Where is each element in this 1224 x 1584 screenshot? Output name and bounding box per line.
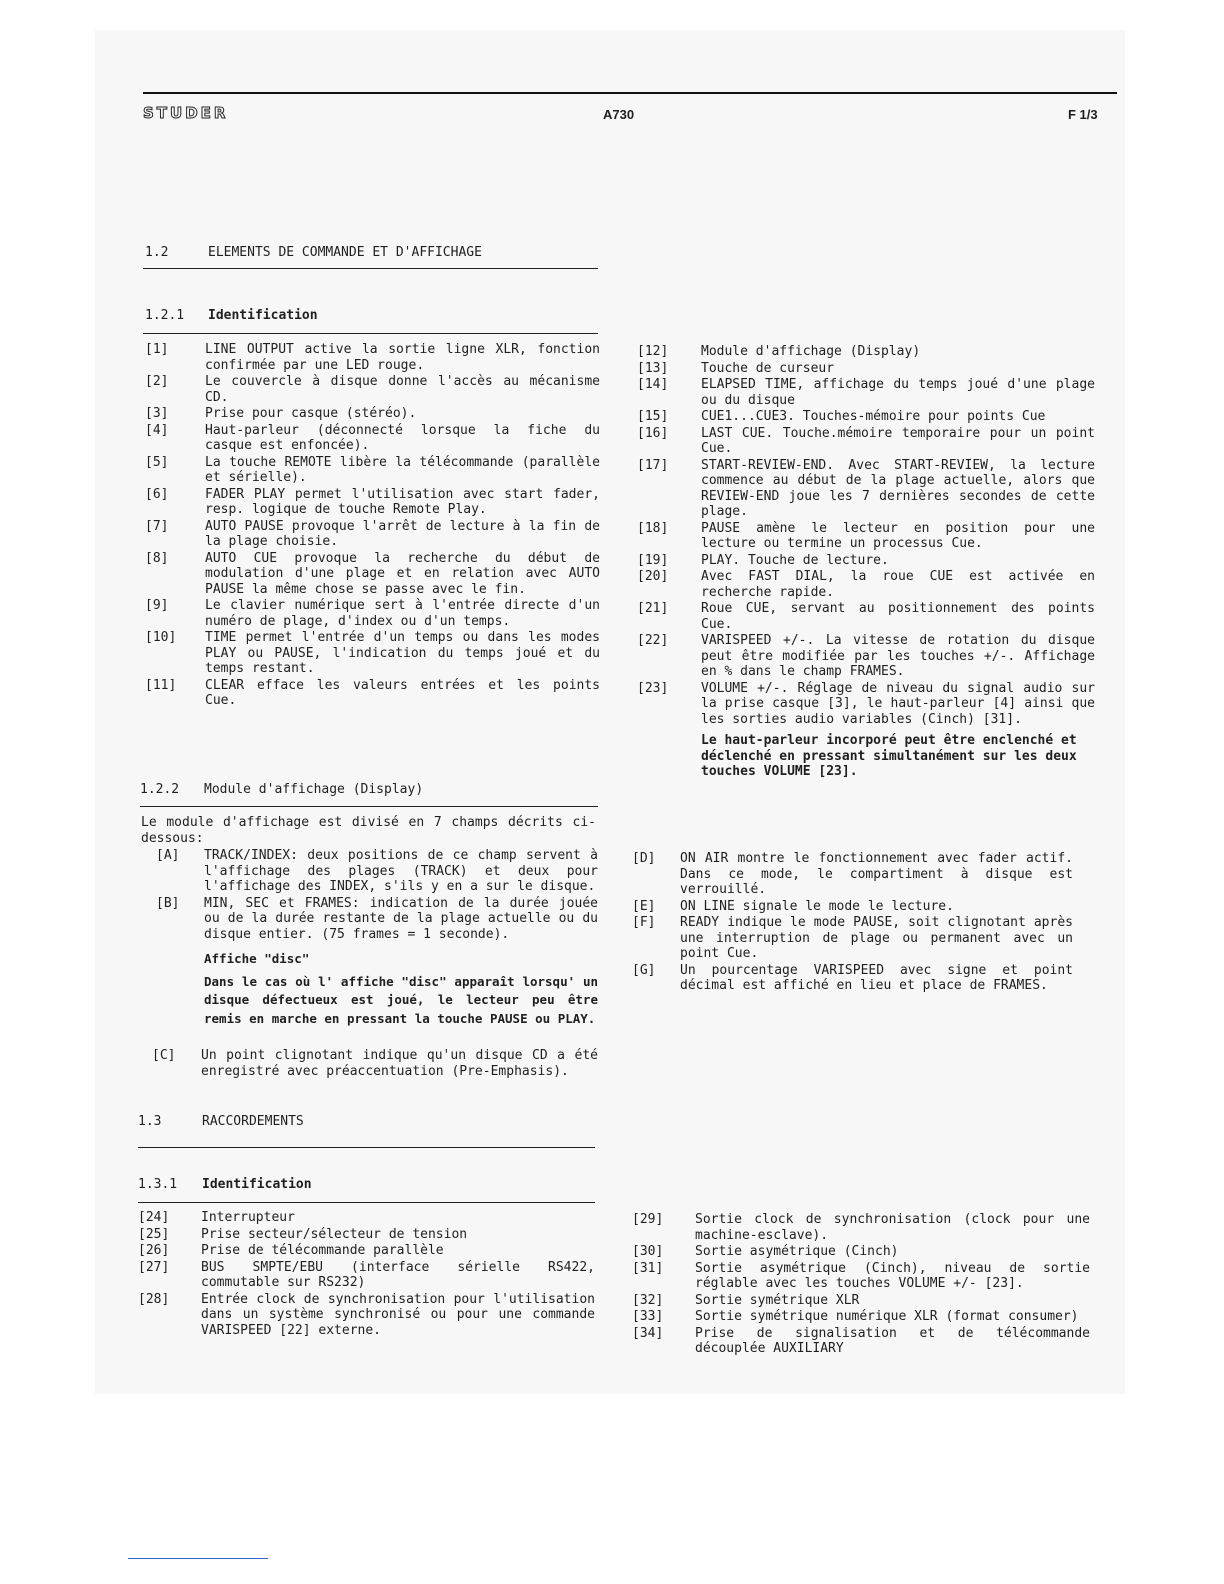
item-tag: [A]	[156, 848, 180, 863]
item-tag: [31]	[632, 1260, 664, 1276]
section-number: 1.3	[138, 1114, 162, 1129]
item-tag: [11]	[145, 677, 177, 693]
item-text: VOLUME +/-. Réglage de niveau du signal audio sur la prise casque [3], le haut-parleur [4] ainsi que les sorties audio variables (Cinch) [31].	[701, 680, 1095, 727]
item-tag: [2]	[145, 374, 169, 389]
header-rule	[143, 92, 1117, 94]
item-text: AUTO PAUSE provoque l'arrêt de lecture à la fin de la plage choisie.	[205, 518, 600, 549]
list-item	[145, 487, 600, 518]
item-text: Le couvercle à disque donne l'accès au mécanisme CD.	[205, 374, 600, 405]
item-tag: [C]	[152, 1048, 176, 1063]
item-text: TRACK/INDEX: deux positions de ce champ servent à l'affichage des plages (TRACK) et deux pour l'affichage des INDEX, s'ils y en a sur le disque.	[204, 848, 598, 894]
connector-list-left	[138, 1210, 595, 1339]
list-item	[145, 551, 600, 598]
item-text: Un point clignotant indique qu'un disque CD a été enregistré avec préaccentuation (Pre-Emphasis).	[201, 1048, 598, 1079]
section-title: RACCORDEMENTS	[202, 1114, 304, 1129]
list-item	[145, 519, 600, 550]
item-text: PLAY. Touche de lecture.	[701, 552, 889, 568]
item-text: Sortie asymétrique (Cinch), niveau de sortie réglable avec les touches VOLUME +/- [23].	[695, 1260, 1090, 1291]
item-tag: [20]	[637, 569, 669, 584]
list-item	[632, 899, 1073, 915]
list-item	[145, 406, 600, 422]
item-text: VARISPEED +/-. La vitesse de rotation du disque peut être modifiée par les touches +/-. Affichage en % dans le champ FRAMES.	[701, 633, 1095, 679]
display-field-list-right	[632, 851, 1073, 995]
list-item	[632, 1261, 1090, 1292]
item-text: Touche de curseur	[701, 360, 835, 376]
brand-logo: STUDER	[143, 104, 229, 122]
list-item	[637, 681, 1095, 728]
subsection-title: Identification	[208, 308, 318, 323]
item-tag: [9]	[145, 598, 169, 613]
item-tag: [23]	[637, 680, 669, 696]
item-tag: [7]	[145, 518, 169, 534]
right-item-list	[637, 344, 1095, 780]
item-text: READY indique le mode PAUSE, soit clignotant après une interruption de plage ou permanent avec un point Cue.	[680, 915, 1073, 961]
item-tag: [3]	[145, 406, 169, 421]
subsection-title: Module d'affichage (Display)	[204, 782, 424, 797]
list-item	[138, 1227, 595, 1243]
list-item	[145, 374, 600, 405]
footer-link-line	[128, 1558, 268, 1559]
item-tag: [24]	[138, 1210, 170, 1225]
list-item	[637, 633, 1095, 680]
item-text: Le clavier numérique sert à l'entrée directe d'un numéro de plage, d'index ou d'un temps.	[205, 598, 600, 629]
item-tag: [18]	[637, 520, 669, 536]
item-text: LINE OUTPUT active la sortie ligne XLR, fonction confirmée par une LED rouge.	[205, 342, 600, 373]
item-tag: [30]	[632, 1244, 664, 1259]
item-tag: [B]	[156, 895, 180, 911]
list-item	[637, 361, 1095, 377]
section-number: 1.2	[145, 245, 169, 260]
subsection-title: Identification	[202, 1177, 312, 1192]
display-intro: Le module d'affichage est divisé en 7 champs décrits ci-dessous:	[141, 815, 596, 846]
item-text: LAST CUE. Touche.mémoire temporaire pour un point Cue.	[701, 425, 1095, 456]
speaker-note: Le haut-parleur incorporé peut être enclenché et déclenché en pressant simultanément sur les deux touches VOLUME [23].	[701, 733, 1077, 779]
list-item	[145, 455, 600, 486]
item-tag: [6]	[145, 486, 169, 502]
item-tag: [8]	[145, 550, 169, 566]
subsection-number: 1.3.1	[138, 1177, 178, 1192]
item-text: ELAPSED TIME, affichage du temps joué d'une plage ou du disque	[701, 377, 1095, 408]
list-item	[156, 896, 598, 943]
display-field-list	[156, 848, 598, 1028]
item-tag: [29]	[632, 1212, 664, 1227]
list-item	[632, 1244, 1090, 1260]
item-tag: [34]	[632, 1325, 664, 1341]
item-text: Sortie clock de synchronisation (clock pour une machine-esclave).	[695, 1212, 1090, 1243]
item-tag: [15]	[637, 409, 669, 424]
item-text: Prise de télécommande parallèle	[201, 1243, 444, 1258]
list-item	[637, 553, 1095, 569]
item-text: Sortie symétrique numérique XLR (format consumer)	[695, 1309, 1079, 1324]
section-rule	[138, 1147, 595, 1148]
item-text: Prise pour casque (stéréo).	[205, 406, 417, 421]
item-tag: [17]	[637, 457, 669, 473]
item-text: AUTO CUE provoque la recherche du début de modulation d'une plage et en relation avec AUTO PAUSE la même chose se passe avec le fin.	[205, 550, 600, 597]
item-text: Module d'affichage (Display)	[701, 344, 921, 359]
item-text: START-REVIEW-END. Avec START-REVIEW, la lecture commence au début de la plage actuelle, alors que REVIEW-END joue les 7 dernières secondes de cette plage.	[701, 457, 1095, 519]
item-tag: [F]	[632, 915, 656, 930]
item-tag: [19]	[637, 552, 669, 568]
item-text: Prise de signalisation et de télécommande découplée AUXILIARY	[695, 1325, 1090, 1356]
list-item	[632, 1309, 1090, 1325]
list-item	[637, 409, 1095, 425]
item-tag: [33]	[632, 1309, 664, 1324]
item-tag: [21]	[637, 601, 669, 616]
list-item	[637, 426, 1095, 457]
item-tag: [25]	[138, 1226, 170, 1242]
item-text: FADER PLAY permet l'utilisation avec start fader, resp. logique de touche Remote Play.	[205, 486, 600, 517]
item-text: CUE1...CUE3. Touches-mémoire pour points Cue	[701, 409, 1046, 424]
left-item-list	[145, 342, 600, 710]
item-tag: [16]	[637, 425, 669, 441]
item-text: Un pourcentage VARISPEED avec signe et point décimal est affiché en lieu et place de FRAMES.	[680, 962, 1073, 993]
list-item	[145, 678, 600, 709]
item-tag: [E]	[632, 898, 656, 914]
item-tag: [10]	[145, 630, 177, 645]
list-item	[145, 423, 600, 454]
item-tag: [26]	[138, 1243, 170, 1258]
item-text: Entrée clock de synchronisation pour l'utilisation dans un système synchronisé ou pour une commande VARISPEED [22] externe.	[201, 1291, 595, 1338]
display-field-c	[152, 1048, 598, 1080]
list-item	[632, 963, 1073, 994]
subsection-rule	[143, 333, 598, 334]
disc-note-title: Affiche "disc"	[204, 951, 310, 966]
item-tag: [13]	[637, 360, 669, 376]
subsection-number: 1.2.1	[145, 308, 185, 323]
list-item	[637, 377, 1095, 408]
list-item	[637, 601, 1095, 632]
section-title: ELEMENTS DE COMMANDE ET D'AFFICHAGE	[208, 245, 482, 260]
list-item	[632, 915, 1073, 962]
item-text: BUS SMPTE/EBU (interface sérielle RS422, commutable sur RS232)	[201, 1259, 595, 1290]
list-item	[145, 598, 600, 629]
list-item	[138, 1260, 595, 1291]
list-item	[156, 848, 598, 895]
list-item	[637, 569, 1095, 600]
item-tag: [14]	[637, 377, 669, 392]
section-rule	[143, 268, 598, 269]
disc-note-text: Dans le cas où l' affiche "disc" apparaît lorsqu' un disque défectueux est joué, le lecteur peu être remis en marche en pressant la touche PAUSE ou PLAY.	[204, 973, 598, 1026]
list-item	[637, 344, 1095, 360]
list-item	[637, 458, 1095, 520]
list-item	[632, 1212, 1090, 1243]
item-tag: [22]	[637, 633, 669, 648]
item-tag: [27]	[138, 1259, 170, 1275]
list-item	[632, 1293, 1090, 1309]
item-text: CLEAR efface les valeurs entrées et les points Cue.	[205, 677, 600, 708]
list-item	[632, 851, 1073, 898]
list-item	[637, 521, 1095, 552]
item-text: Avec FAST DIAL, la roue CUE est activée en recherche rapide.	[701, 569, 1095, 600]
list-item	[632, 1326, 1090, 1357]
item-tag: [D]	[632, 851, 656, 866]
connector-list-right	[632, 1212, 1090, 1358]
item-tag: [4]	[145, 422, 169, 438]
item-text: MIN, SEC et FRAMES: indication de la durée jouée ou de la durée restante de la plage actuelle ou du disque entier. (75 frames = 1 seconde).	[204, 895, 598, 942]
item-text: ON AIR montre le fonctionnement avec fader actif. Dans ce mode, le compartiment à disque est verrouillé.	[680, 851, 1073, 897]
list-item	[145, 342, 600, 373]
list-item	[138, 1210, 595, 1226]
item-text: Prise secteur/sélecteur de tension	[201, 1226, 468, 1242]
item-text: PAUSE amène le lecteur en position pour une lecture ou termine un processus Cue.	[701, 520, 1095, 551]
subsection-rule	[138, 1202, 595, 1203]
item-text: TIME permet l'entrée d'un temps ou dans les modes PLAY ou PAUSE, l'indication du temps joué et du temps restant.	[205, 630, 600, 676]
item-text: La touche REMOTE libère la télécommande (parallèle et sérielle).	[205, 454, 600, 485]
item-text: Haut-parleur (déconnecté lorsque la fiche du casque est enfoncée).	[205, 422, 600, 453]
item-tag: [1]	[145, 342, 169, 357]
list-item	[152, 1048, 598, 1079]
page-number: F 1/3	[1068, 107, 1098, 122]
item-tag: [32]	[632, 1292, 664, 1308]
list-item	[138, 1243, 595, 1259]
item-tag: [28]	[138, 1291, 170, 1307]
item-text: Sortie asymétrique (Cinch)	[695, 1244, 899, 1259]
subsection-number: 1.2.2	[140, 782, 180, 797]
model-name: A730	[603, 107, 635, 122]
disc-note	[204, 950, 598, 1028]
item-text: Sortie symétrique XLR	[695, 1292, 860, 1308]
list-item	[145, 630, 600, 677]
item-text: ON LINE signale le mode le lecture.	[680, 898, 954, 914]
item-tag: [12]	[637, 344, 669, 359]
item-tag: [5]	[145, 454, 169, 470]
item-text: Roue CUE, servant au positionnement des points Cue.	[701, 601, 1095, 632]
list-item	[138, 1292, 595, 1339]
subsection-rule	[140, 806, 598, 807]
item-tag: [G]	[632, 962, 656, 978]
item-text: Interrupteur	[201, 1210, 295, 1225]
